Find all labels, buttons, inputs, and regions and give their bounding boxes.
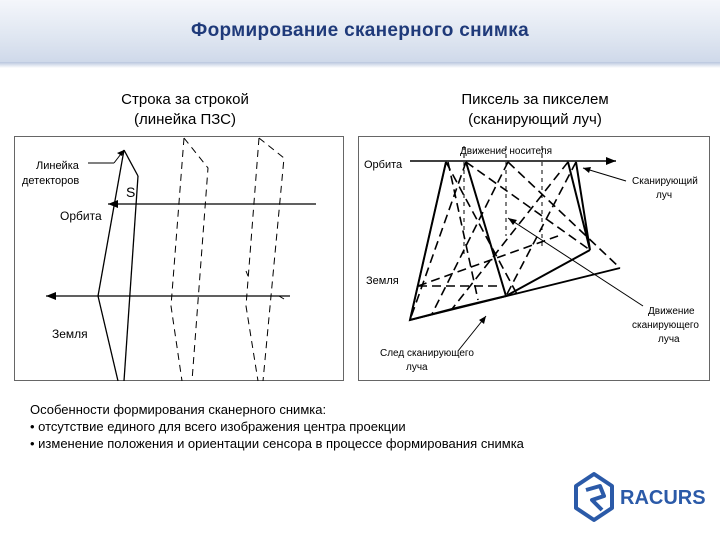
left-caption-line2: (линейка ПЗС)	[133, 111, 237, 128]
label-left-orbit: Орбита	[60, 209, 102, 223]
label-detectors-line2: детекторов	[22, 175, 80, 187]
feature-item-1: • отсутствие единого для всего изображения центра проекции	[30, 419, 406, 434]
label-scan-beam-line2: луч	[656, 190, 673, 201]
slide-header	[0, 0, 720, 62]
racurs-logo-mark	[570, 468, 710, 528]
features-heading: Особенности формирования сканерного снимка:	[30, 402, 327, 417]
features-block	[30, 401, 690, 452]
label-beam-motion-line1: Движение	[648, 306, 695, 317]
label-right-ground: Земля	[366, 275, 399, 287]
label-s: S	[126, 184, 136, 200]
right-caption-line2: (сканирующий луч)	[468, 111, 602, 128]
racurs-logo-text: RACURS	[620, 487, 706, 509]
left-panel-caption	[90, 90, 280, 130]
label-beam-motion-line3: луча	[658, 334, 680, 345]
left-caption-line1: Строка за строкой	[121, 91, 249, 108]
label-trace-line2: луча	[406, 362, 428, 373]
label-trace-line1: След сканирующего	[380, 348, 474, 359]
label-detectors-line1: Линейка	[36, 160, 79, 172]
right-caption-line1: Пиксель за пикселем	[461, 91, 609, 108]
line-scanner-diagram	[14, 136, 344, 381]
racurs-logo	[570, 468, 710, 528]
pixel-scanner-diagram	[358, 136, 710, 381]
header-divider	[0, 62, 720, 68]
left-panel-frame	[15, 137, 344, 381]
right-panel-frame	[359, 137, 710, 381]
label-left-ground: Земля	[52, 327, 88, 341]
label-carrier-motion: Движение носителя	[460, 146, 552, 157]
slide-title: Формирование сканерного снимка	[191, 20, 529, 41]
label-right-orbit: Орбита	[364, 159, 403, 171]
feature-item-2: • изменение положения и ориентации сенсора в процессе формирования снимка	[30, 436, 524, 451]
label-beam-motion-line2: сканирующего	[632, 320, 699, 331]
label-scan-beam-line1: Сканирующий	[632, 176, 698, 187]
right-panel-caption	[430, 90, 640, 130]
